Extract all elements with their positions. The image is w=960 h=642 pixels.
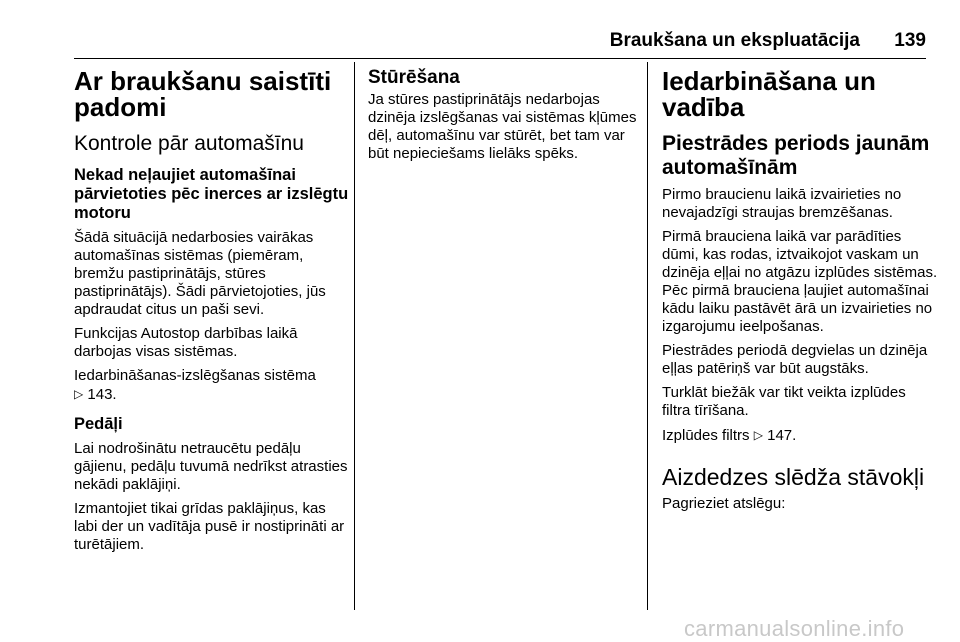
column-divider-1 bbox=[354, 62, 355, 610]
header-title: Braukšana un ekspluatācija bbox=[609, 30, 860, 51]
subheading-vehicle-control: Kontrole pār automašīnu bbox=[74, 132, 304, 155]
paragraph-with-reference bbox=[662, 426, 938, 445]
page-number: 139 bbox=[894, 30, 926, 51]
paragraph: Funkcijas Autostop darbības laikā darbojas visas sistēmas. bbox=[74, 325, 298, 360]
subheading-never-coast: Nekad neļaujiet automašīnai pārvietoties pēc inerces ar izslēgtu motoru bbox=[74, 166, 349, 222]
reference-text: Iedarbināšanas-izslēgšanas sistēma bbox=[74, 367, 316, 384]
paragraph: Šādā situācijā nedarbosies vairākas automašīnas sistēmas (piemēram, bremžu pastiprinātājs, stūres pastiprinātājs). Šādi pārvietojoties, jūs apdraudat citus un paši sevi. bbox=[74, 229, 326, 318]
reference-page-link[interactable]: 143. bbox=[87, 386, 117, 403]
subheading-ignition-positions: Aizdedzes slēdža stāvokļi bbox=[662, 464, 925, 490]
header-divider bbox=[74, 58, 926, 59]
section-heading-starting-and-operating: Iedarbināšana un vadība bbox=[662, 66, 876, 122]
column-2 bbox=[368, 62, 644, 163]
watermark: carmanualsonline.info bbox=[684, 616, 905, 641]
paragraph: Pirmo braucienu laikā izvairieties no nevajadzīgi straujas bremzēšanas. bbox=[662, 186, 902, 221]
column-1 bbox=[74, 62, 350, 554]
paragraph: Turklāt biežāk var tikt veikta izplūdes filtra tīrīšana. bbox=[662, 384, 906, 419]
paragraph: Piestrādes periodā degvielas un dzinēja eļļas patēriņš var būt augstāks. bbox=[662, 342, 928, 377]
triangle-right-outline-icon: ▷ bbox=[753, 428, 763, 442]
subheading-pedals: Pedāļi bbox=[74, 415, 123, 433]
paragraph: Pagrieziet atslēgu: bbox=[662, 495, 786, 512]
column-divider-2 bbox=[647, 62, 648, 610]
subheading-steering: Stūrēšana bbox=[368, 67, 460, 88]
paragraph-with-reference bbox=[74, 367, 350, 404]
reference-page-link[interactable]: 147. bbox=[767, 427, 797, 444]
paragraph: Lai nodrošinātu netraucētu pedāļu gājienu, pedāļu tuvumā nedrīkst atrasties nekādi paklājiņi. bbox=[74, 440, 348, 493]
paragraph: Ja stūres pastiprinātājs nedarbojas dzinēja izslēgšanas vai sistēmas kļūmes dēļ, automašīnu var stūrēt, bet tam var būt nepieciešams lielāks spēks. bbox=[368, 91, 637, 162]
paragraph: Izmantojiet tikai grīdas paklājiņus, kas labi der un vadītāja pusē ir nostiprināti ar turētājiem. bbox=[74, 500, 345, 553]
section-heading-driving-tips: Ar braukšanu saistīti padomi bbox=[74, 66, 332, 122]
column-3 bbox=[662, 62, 938, 513]
paragraph: Pirmā brauciena laikā var parādīties dūmi, kas rodas, iztvaikojot vaskam un dzinēja eļļai no atgāzu izplūdes sistēmas. Pēc pirmā brauciena ļaujiet automašīnai kādu laiku pastāvēt ārā un izvairieties no izgarojumu ieelpošanas. bbox=[662, 228, 938, 335]
reference-text: Izplūdes filtrs bbox=[662, 427, 750, 444]
subheading-running-in: Piestrādes periods jaunām automašīnām bbox=[662, 132, 930, 179]
triangle-right-outline-icon: ▷ bbox=[74, 387, 84, 401]
